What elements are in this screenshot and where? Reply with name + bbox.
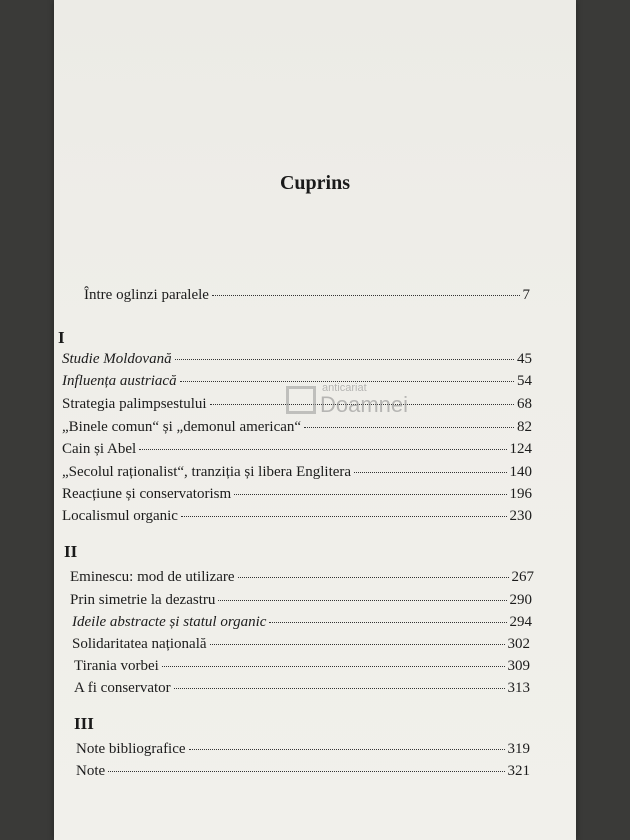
toc-intro-entry [84, 286, 530, 304]
toc-entry-title: Ideile abstracte și statul organic [72, 614, 267, 630]
toc-leader-dots [162, 666, 505, 667]
toc-entry-page: 319 [507, 741, 530, 757]
toc-entry-title: „Secolul raționalist“, tranziția și libera Englitera [62, 464, 352, 480]
toc-entry-title: A fi conservator [74, 680, 171, 696]
toc-entry [72, 613, 532, 631]
toc-leader-dots [175, 359, 514, 360]
toc-entry [62, 350, 532, 368]
watermark-logo [286, 382, 476, 418]
toc-entry-page: 68 [517, 396, 532, 412]
toc-entry-title: Cain și Abel [62, 441, 137, 457]
toc-entry [62, 463, 532, 481]
toc-entry-page: 82 [517, 419, 532, 435]
toc-entry-title: Studie Moldovană [62, 351, 172, 367]
toc-entry [62, 507, 532, 525]
toc-entry [70, 568, 534, 586]
toc-entry-page: 313 [507, 680, 530, 696]
toc-entry-page: 124 [509, 441, 532, 457]
toc-leader-dots [181, 516, 507, 517]
toc-entry-page: 290 [509, 592, 532, 608]
toc-entry [72, 635, 530, 653]
toc-leader-dots [304, 427, 514, 428]
toc-entry-page: 321 [507, 763, 530, 779]
toc-entry-page: 196 [509, 486, 532, 502]
toc-leader-dots [269, 622, 506, 623]
toc-entry [76, 740, 530, 758]
toc-entry [76, 762, 530, 780]
toc-leader-dots [210, 644, 505, 645]
toc-entry-title: Reacțiune și conservatorism [62, 486, 232, 502]
watermark-box-icon [286, 386, 316, 414]
book-page [54, 0, 576, 840]
section-label-1: I [58, 328, 65, 347]
toc-entry-title: Prin simetrie la dezastru [70, 592, 216, 608]
toc-entry [62, 485, 532, 503]
toc-leader-dots [234, 494, 506, 495]
toc-entry-page: 7 [522, 287, 530, 303]
toc-leader-dots [218, 600, 506, 601]
toc-leader-dots [174, 688, 505, 689]
toc-entry [62, 418, 532, 436]
toc-entry-page: 302 [507, 636, 530, 652]
toc-entry-title: Note [76, 763, 106, 779]
toc-leader-dots [238, 577, 509, 578]
toc-leader-dots [354, 472, 506, 473]
toc-entry-title: Influența austriacă [62, 373, 177, 389]
toc-entry-title: Strategia palimpsestului [62, 396, 207, 412]
toc-entry [74, 657, 530, 675]
toc-leader-dots [189, 749, 505, 750]
toc-entry-title: Solidaritatea națională [72, 636, 207, 652]
toc-entry-page: 230 [509, 508, 532, 524]
toc-entry-title: Eminescu: mod de utilizare [70, 569, 235, 585]
toc-entry [74, 679, 530, 697]
toc-entry-page: 294 [509, 614, 532, 630]
toc-entry-page: 54 [517, 373, 532, 389]
faint-pencil-marks [164, 40, 364, 57]
toc-entry-page: 140 [509, 464, 532, 480]
toc-entry [62, 440, 532, 458]
page-title: Cuprins [279, 172, 351, 194]
toc-entry-title: Tirania vorbei [74, 658, 159, 674]
toc-entry [70, 591, 532, 609]
toc-entry-title: Localismul organic [62, 508, 178, 524]
section-label-3: III [74, 714, 94, 733]
section-label-2: II [64, 542, 78, 561]
toc-entry-page: 309 [507, 658, 530, 674]
toc-leader-dots [212, 295, 520, 296]
toc-leader-dots [139, 449, 506, 450]
toc-entry-title: „Binele comun“ și „demonul american“ [62, 419, 302, 435]
toc-leader-dots [108, 771, 504, 772]
toc-entry-title: Note bibliografice [76, 741, 186, 757]
watermark-big-text: Doamnei [320, 392, 409, 417]
watermark-small-text: anticariat [322, 382, 367, 394]
toc-entry-page: 267 [511, 569, 534, 585]
toc-entry-title: Între oglinzi paralele [84, 287, 209, 303]
toc-entry-page: 45 [517, 351, 532, 367]
